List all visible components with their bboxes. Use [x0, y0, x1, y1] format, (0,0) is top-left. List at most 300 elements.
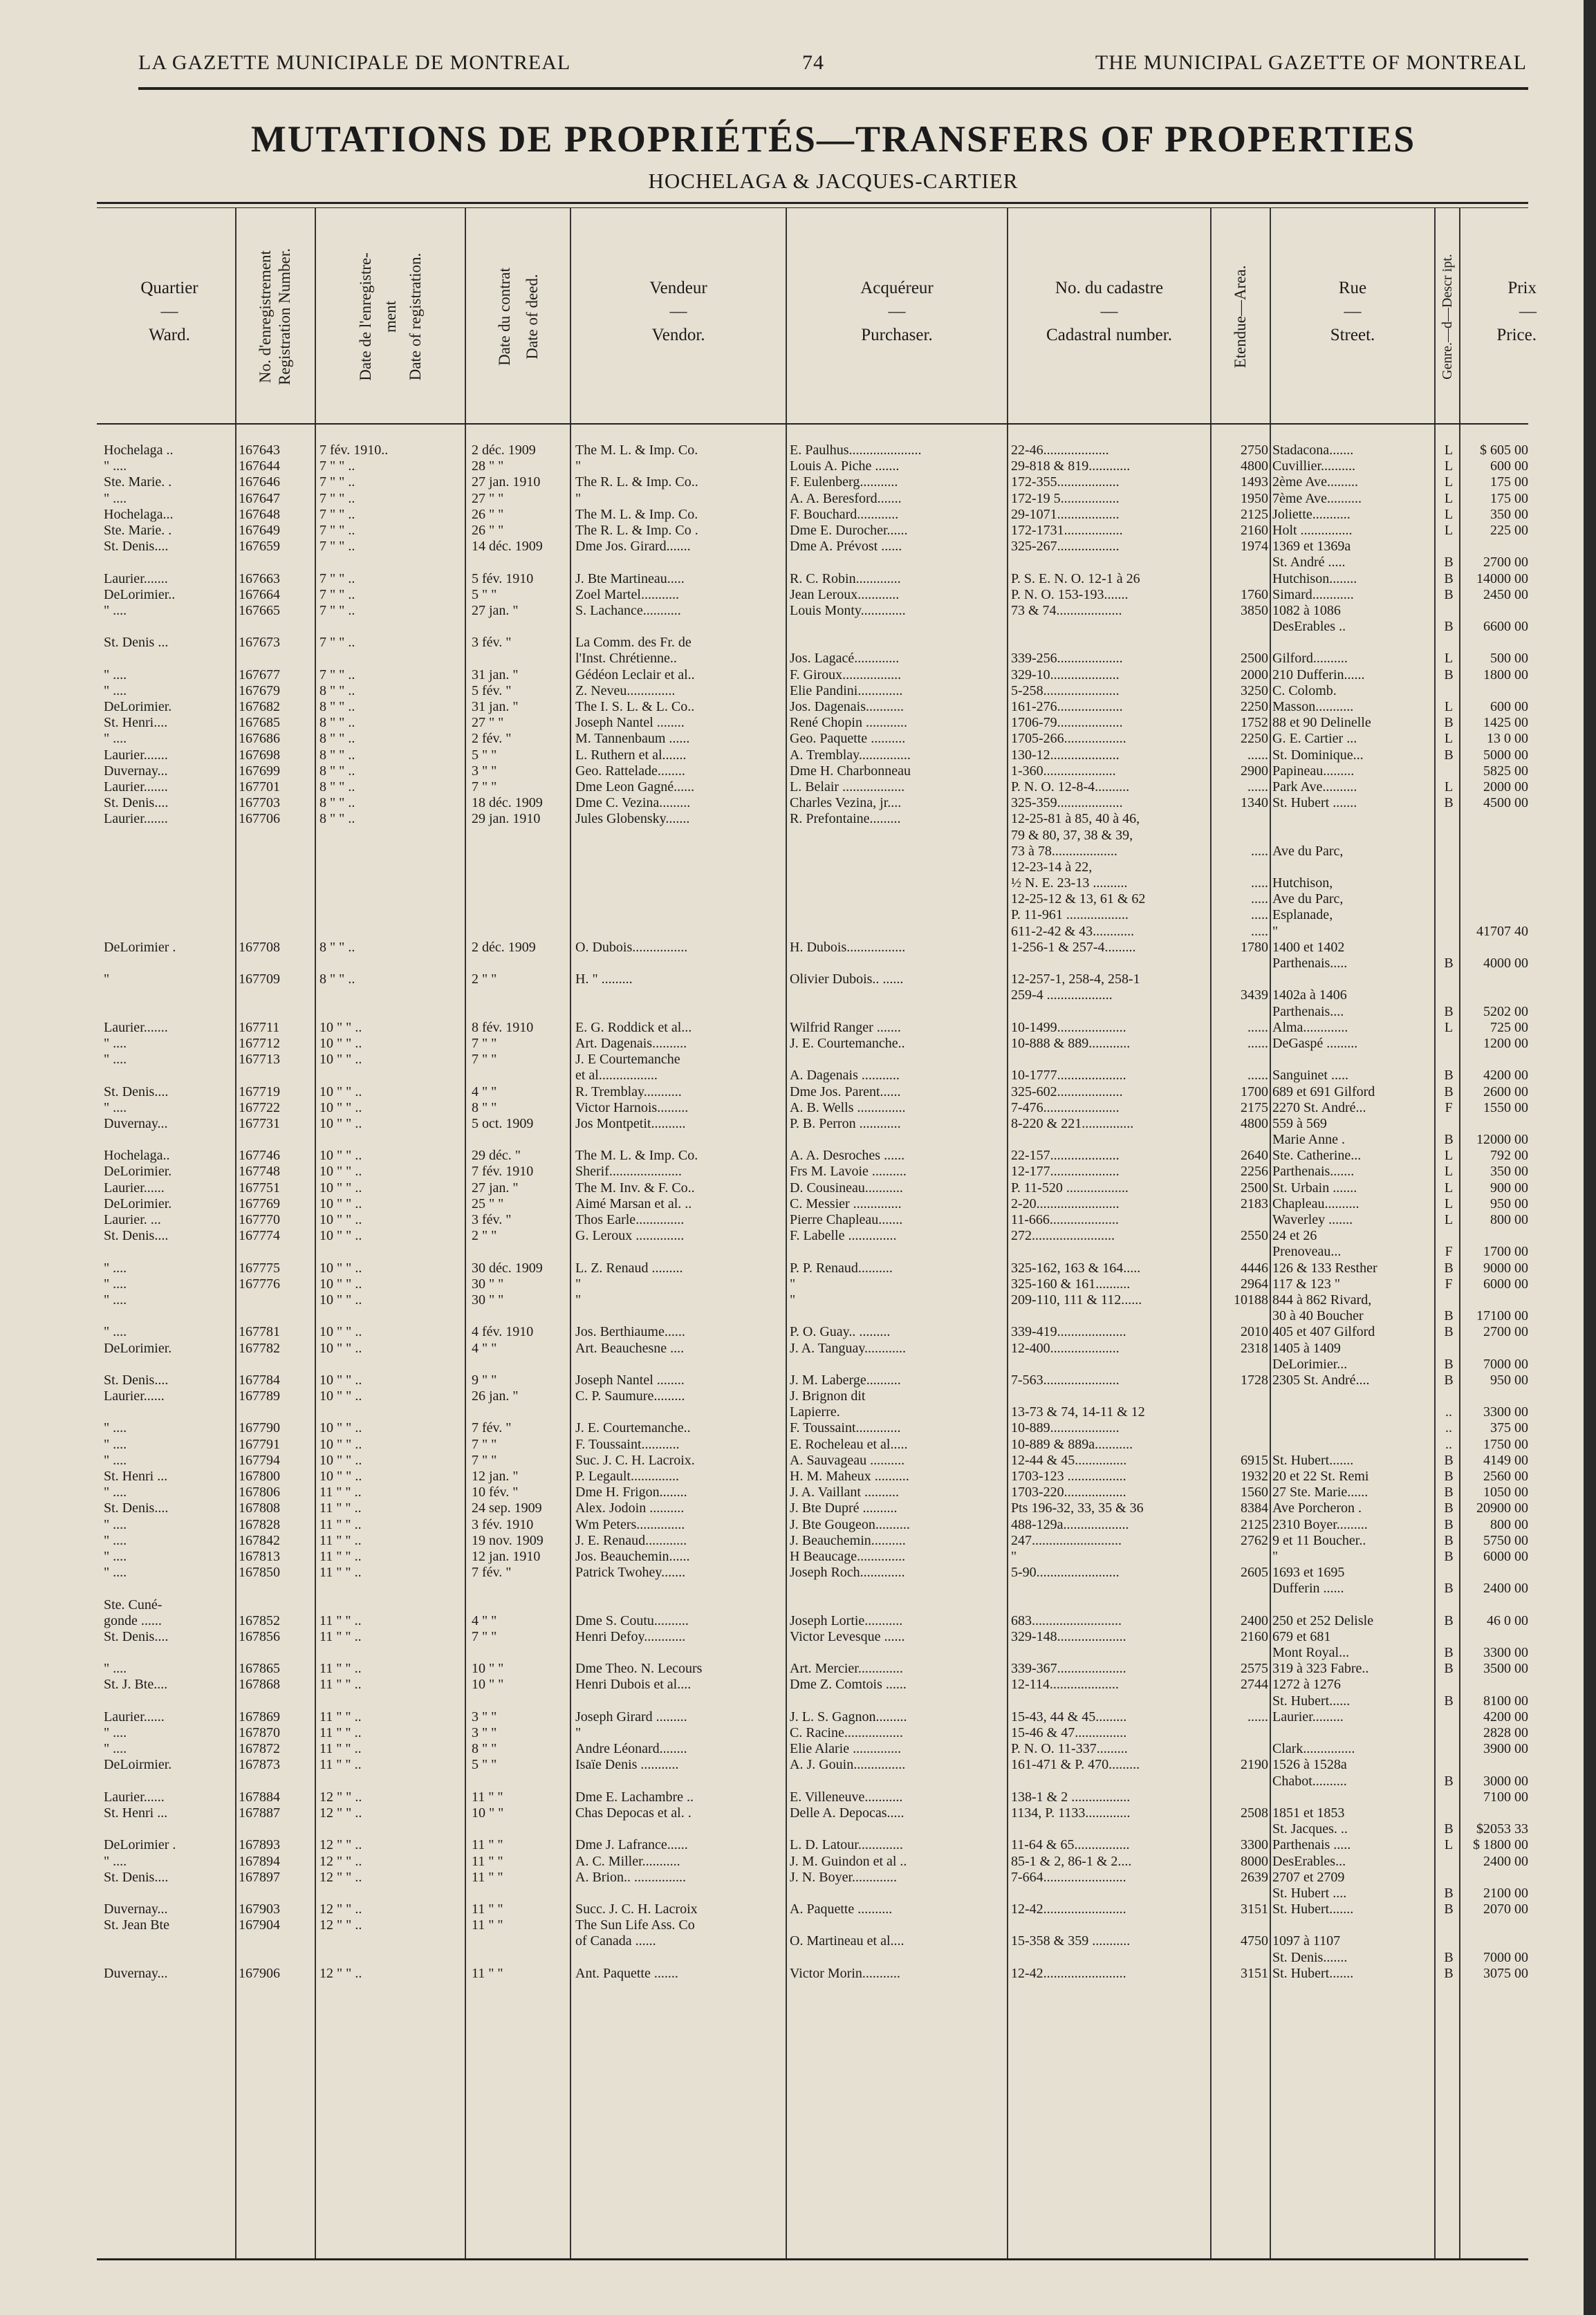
cell-vendor: Dme H. Frigon........	[575, 1485, 687, 1500]
cell-date-deed: 26 jan. "	[472, 1388, 519, 1404]
cell-date-deed: 10 " "	[472, 1677, 504, 1693]
cell-date-registration: 10 " " ..	[319, 1452, 362, 1468]
table-row	[0, 1645, 1596, 1661]
cell-date-deed: 30 " "	[472, 1292, 504, 1308]
cell-purchaser: Dme H. Charbonneau	[790, 763, 911, 779]
cell-price: 3000 00	[1483, 1773, 1528, 1789]
table-row	[0, 828, 1596, 844]
cell-street: 1693 et 1695	[1272, 1565, 1345, 1581]
cell-price: 1750 00	[1483, 1436, 1528, 1452]
cell-registration: 167904	[239, 1917, 280, 1933]
header-price: Prix — Price.	[1496, 279, 1537, 344]
cell-genre: L	[1444, 651, 1454, 667]
cell-price: 4500 00	[1483, 795, 1528, 811]
cell-area: .....	[1251, 907, 1268, 923]
cell-vendor: Joseph Nantel ........	[575, 715, 685, 731]
cell-ward: DeLorimier..	[104, 586, 176, 602]
cell-street: DesErables...	[1272, 1853, 1346, 1869]
header-vendor: Vendeur — Vendor.	[649, 279, 707, 344]
cell-genre: B	[1444, 956, 1454, 971]
cell-ward: " ....	[104, 1741, 127, 1757]
cell-cadastral: 488-129a...................	[1011, 1516, 1129, 1532]
cell-price: 175 00	[1490, 490, 1528, 506]
cell-street: 30 à 40 Boucher	[1272, 1308, 1364, 1324]
cell-date-registration: 10 " " ..	[319, 1180, 362, 1196]
cell-registration: 167703	[239, 795, 280, 811]
cell-purchaser: J. Bte Gougeon..........	[790, 1516, 910, 1532]
cell-street: Joliette...........	[1272, 506, 1351, 522]
table-row	[0, 1533, 1596, 1549]
cell-area: 6915	[1241, 1452, 1268, 1468]
cell-purchaser: Dme A. Prévost ......	[790, 539, 902, 555]
cell-price: 950 00	[1490, 1372, 1528, 1388]
cell-date-registration: 10 " " ..	[319, 1372, 362, 1388]
header-street: Rue — Street.	[1330, 279, 1375, 344]
table-row	[0, 1164, 1596, 1180]
cell-date-registration: 11 " " ..	[319, 1532, 362, 1548]
cell-ward: St. Denis....	[104, 1084, 169, 1099]
cell-vendor: Dme J. Lafrance......	[575, 1837, 688, 1853]
cell-date-registration: 10 " " ..	[319, 1164, 362, 1180]
cell-date-deed: 2 " "	[472, 971, 497, 987]
cell-cadastral: 85-1 & 2, 86-1 & 2....	[1011, 1853, 1132, 1869]
cell-street: Chabot..........	[1272, 1773, 1347, 1789]
cell-date-registration: 10 " " ..	[319, 1388, 362, 1404]
cell-vendor: Joseph Girard .........	[575, 1709, 687, 1724]
header-registration-text: No. d'enregistrement Registration Number.	[257, 248, 293, 386]
cell-registration: 167790	[239, 1420, 280, 1436]
cell-date-registration: 12 " " ..	[319, 1837, 362, 1853]
cell-vendor: l'Inst. Chrétienne..	[575, 651, 677, 667]
table-row	[0, 875, 1596, 891]
cell-ward: " ....	[104, 1532, 127, 1548]
cell-area: 2175	[1241, 1099, 1268, 1115]
cell-purchaser: J. A. Tanguay............	[790, 1340, 907, 1356]
cell-area: 2550	[1241, 1228, 1268, 1244]
cell-date-deed: 7 fév. "	[472, 1565, 512, 1581]
cell-price: 17100 00	[1476, 1308, 1528, 1324]
cell-cadastral: 1703-220..................	[1011, 1485, 1126, 1500]
cell-genre: L	[1444, 458, 1454, 474]
cell-registration: 167906	[239, 1965, 280, 1981]
cell-date-registration: 12 " " ..	[319, 1789, 362, 1805]
cell-date-deed: 27 jan. "	[472, 1180, 519, 1196]
cell-ward: " ....	[104, 1099, 127, 1115]
table-row	[0, 1629, 1596, 1645]
cell-ward: St. J. Bte....	[104, 1677, 168, 1693]
cell-cadastral: 12-114....................	[1011, 1677, 1119, 1693]
cell-area: 2500	[1241, 1180, 1268, 1196]
header-ward: Quartier — Ward.	[140, 279, 198, 344]
cell-cadastral: 15-358 & 359 ...........	[1011, 1933, 1131, 1949]
cell-cadastral: 1-256-1 & 257-4.........	[1011, 939, 1136, 955]
table-row	[0, 1308, 1596, 1324]
page-title: MUTATIONS DE PROPRIÉTÉS—TRANSFERS OF PROPERTIES	[250, 118, 1416, 160]
cell-area: 4446	[1241, 1260, 1268, 1276]
cell-price: 900 00	[1490, 1180, 1528, 1196]
cell-ward: Hochelaga...	[104, 506, 174, 522]
section-subtitle: HOCHELAGA & JACQUES-CARTIER	[648, 169, 1019, 193]
cell-street: Clark...............	[1272, 1741, 1355, 1757]
cell-date-registration: 10 " " ..	[319, 1084, 362, 1099]
cell-date-registration: 11 " " ..	[319, 1628, 362, 1644]
cell-purchaser: E. Rocheleau et al.....	[790, 1436, 908, 1452]
cell-vendor: Alex. Jodoin ..........	[575, 1500, 685, 1516]
cell-ward: DeLorimier .	[104, 939, 176, 955]
cell-purchaser: E. Villeneuve...........	[790, 1789, 903, 1805]
table-row	[0, 971, 1596, 987]
cell-ward: " ....	[104, 667, 127, 682]
cell-genre: B	[1444, 1885, 1454, 1901]
cell-date-registration: 11 " " ..	[319, 1661, 362, 1677]
cell-street: Esplanade,	[1272, 907, 1333, 923]
cell-genre: B	[1444, 1821, 1454, 1837]
cell-cadastral: 8-220 & 221...............	[1011, 1115, 1134, 1131]
cell-cadastral: 13-73 & 74, 14-11 & 12	[1011, 1404, 1145, 1420]
table-row	[0, 1709, 1596, 1725]
cell-cadastral: 7-476......................	[1011, 1099, 1120, 1115]
cell-street: Parthenais.....	[1272, 956, 1348, 971]
cell-purchaser: J. N. Boyer.............	[790, 1869, 897, 1885]
cell-vendor: The R. L. & Imp. Co..	[575, 474, 698, 490]
table-row	[0, 474, 1596, 490]
cell-area: 2250	[1241, 731, 1268, 747]
cell-date-deed: 27 " "	[472, 715, 504, 731]
cell-cadastral: 329-10....................	[1011, 667, 1120, 682]
cell-area: 2250	[1241, 699, 1268, 714]
cell-street: DeLorimier...	[1272, 1356, 1348, 1372]
cell-street: Marie Anne .	[1272, 1132, 1345, 1148]
cell-date-registration: 8 " " ..	[319, 971, 355, 987]
cell-street: St. Hubert .......	[1272, 795, 1357, 811]
cell-genre: B	[1444, 1516, 1454, 1532]
cell-purchaser: Victor Morin...........	[790, 1965, 900, 1981]
cell-ward: St. Denis....	[104, 1869, 169, 1885]
cell-registration: 167643	[239, 443, 280, 458]
cell-street: Park Ave..........	[1272, 779, 1357, 794]
cell-area: 3300	[1241, 1837, 1268, 1853]
cell-date-deed: 31 jan. "	[472, 699, 519, 714]
cell-date-registration: 8 " " ..	[319, 811, 355, 827]
cell-registration: 167646	[239, 474, 280, 490]
cell-genre: L	[1444, 522, 1454, 538]
cell-purchaser: Joseph Lortie...........	[790, 1612, 903, 1628]
cell-vendor: Jos Montpetit..........	[575, 1115, 686, 1131]
cell-date-registration: 8 " " ..	[319, 779, 355, 794]
cell-purchaser: A. A. Desroches ......	[790, 1148, 905, 1164]
cell-vendor: F. Toussaint...........	[575, 1436, 680, 1452]
cell-purchaser: J. Brignon dit	[790, 1388, 866, 1404]
cell-registration: 167709	[239, 971, 280, 987]
cell-price: 600 00	[1490, 458, 1528, 474]
cell-date-registration: 12 " " ..	[319, 1902, 362, 1917]
cell-price: 600 00	[1490, 699, 1528, 714]
cell-purchaser: J. Bte Dupré ..........	[790, 1500, 898, 1516]
cell-street: DesErables ..	[1272, 619, 1346, 635]
cell-vendor: Sherif.....................	[575, 1164, 682, 1180]
cell-price: 5825 00	[1483, 763, 1528, 779]
cell-ward: DeLorimier.	[104, 1196, 172, 1211]
cell-date-registration: 12 " " ..	[319, 1805, 362, 1821]
cell-ward: " ....	[104, 1324, 127, 1340]
cell-area: 3439	[1241, 987, 1268, 1003]
cell-area: 1493	[1241, 474, 1268, 490]
cell-date-deed: 25 " "	[472, 1196, 504, 1211]
table-row	[0, 1357, 1596, 1373]
cell-cadastral: 209-110, 111 & 112......	[1011, 1292, 1142, 1308]
cell-ward: St. Denis....	[104, 795, 169, 811]
cell-area: 4800	[1241, 458, 1268, 474]
cell-street: 405 et 407 Gilford	[1272, 1324, 1375, 1340]
cell-genre: B	[1444, 667, 1454, 682]
cell-street: St. Hubert.......	[1272, 1902, 1354, 1917]
cell-ward: Laurier.......	[104, 779, 168, 794]
cell-genre: B	[1444, 715, 1454, 731]
table-row	[0, 1950, 1596, 1966]
cell-street: 1526 à 1528a	[1272, 1757, 1347, 1773]
cell-street: "	[1272, 923, 1279, 939]
cell-purchaser: L. D. Latour.............	[790, 1837, 903, 1853]
cell-vendor: Z. Neveu..............	[575, 682, 676, 698]
table-row	[0, 1196, 1596, 1212]
cell-vendor: P. Legault..............	[575, 1469, 679, 1484]
cell-date-deed: 26 " "	[472, 506, 504, 522]
cell-cadastral: 12-257-1, 258-4, 258-1	[1011, 971, 1140, 987]
cell-date-deed: 7 " "	[472, 1452, 497, 1468]
cell-registration: 167649	[239, 522, 280, 538]
cell-vendor: J. E. Courtemanche..	[575, 1420, 691, 1436]
cell-date-registration: 11 " " ..	[319, 1516, 362, 1532]
cell-purchaser: F. Labelle ..............	[790, 1228, 897, 1244]
cell-date-deed: 11 " "	[472, 1853, 503, 1869]
cell-street: St. Hubert.......	[1272, 1452, 1354, 1468]
cell-purchaser: J. M. Laberge..........	[790, 1372, 901, 1388]
cell-genre: B	[1444, 570, 1454, 586]
cell-date-deed: 3 " "	[472, 1709, 497, 1724]
table-row	[0, 779, 1596, 795]
cell-ward: " ....	[104, 1565, 127, 1581]
cell-ward: " ....	[104, 1260, 127, 1276]
cell-vendor: Dme C. Vezina.........	[575, 795, 691, 811]
cell-date-registration: 11 " " ..	[319, 1725, 362, 1740]
cell-genre: B	[1444, 1324, 1454, 1340]
cell-genre: L	[1444, 1212, 1454, 1227]
cell-genre: B	[1444, 1661, 1454, 1677]
table-row	[0, 1821, 1596, 1837]
cell-registration: 167781	[239, 1324, 280, 1340]
cell-area: 2575	[1241, 1661, 1268, 1677]
table-row	[0, 1581, 1596, 1597]
cell-date-deed: 12 jan. 1910	[472, 1548, 541, 1564]
table-row	[0, 1805, 1596, 1821]
cell-street: Dufferin ......	[1272, 1581, 1344, 1597]
cell-street: Mont Royal...	[1272, 1645, 1350, 1661]
cell-street: 1082 à 1086	[1272, 602, 1341, 618]
cell-genre: B	[1444, 1469, 1454, 1484]
cell-genre: L	[1444, 490, 1454, 506]
cell-genre: B	[1444, 795, 1454, 811]
cell-vendor: Jos. Beauchemin......	[575, 1548, 690, 1564]
cell-vendor: The M. Inv. & F. Co..	[575, 1180, 695, 1196]
table-row	[0, 763, 1596, 779]
cell-genre: ..	[1445, 1404, 1452, 1420]
cell-ward: Duvernay...	[104, 763, 168, 779]
cell-vendor: Succ. J. C. H. Lacroix	[575, 1902, 698, 1917]
cell-purchaser: Wilfrid Ranger .......	[790, 1019, 901, 1035]
cell-street: Holt ...............	[1272, 522, 1353, 538]
cell-date-deed: 2 déc. 1909	[472, 443, 536, 458]
table-row	[0, 1084, 1596, 1100]
cell-price: 1050 00	[1483, 1485, 1528, 1500]
cell-price: 3900 00	[1483, 1741, 1528, 1757]
cell-vendor: J. E Courtemanche	[575, 1052, 680, 1068]
cell-date-deed: 2 " "	[472, 1228, 497, 1244]
cell-genre: B	[1444, 1548, 1454, 1564]
cell-cadastral: 325-267..................	[1011, 539, 1120, 555]
cell-date-registration: 10 " " ..	[319, 1260, 362, 1276]
cell-vendor: J. E. Renaud............	[575, 1532, 687, 1548]
cell-street: 7ème Ave..........	[1272, 490, 1362, 506]
cell-cadastral: "	[1011, 1548, 1017, 1564]
cell-cadastral: 10-1777....................	[1011, 1068, 1126, 1084]
cell-vendor: The R. L. & Imp. Co .	[575, 522, 698, 538]
cell-area: 1974	[1241, 539, 1268, 555]
cell-cadastral: 73 à 78...................	[1011, 843, 1117, 859]
cell-ward: " ....	[104, 1276, 127, 1292]
cell-vendor: G. Leroux ..............	[575, 1228, 685, 1244]
table-row	[0, 956, 1596, 971]
cell-street: 1369 et 1369a	[1272, 539, 1351, 555]
cell-cadastral: 79 & 80, 37, 38 & 39,	[1011, 827, 1133, 843]
cell-purchaser: F. Eulenberg...........	[790, 474, 898, 490]
cell-ward: " ....	[104, 1052, 127, 1068]
cell-purchaser: F. Bouchard............	[790, 506, 899, 522]
cell-genre: B	[1444, 1132, 1454, 1148]
cell-purchaser: Olivier Dubois.. ......	[790, 971, 904, 987]
table-row	[0, 1292, 1596, 1308]
cell-area: .....	[1251, 843, 1268, 859]
cell-purchaser: Dme E. Durocher......	[790, 522, 908, 538]
cell-ward: St. Henri ...	[104, 1469, 168, 1484]
cell-registration: 167850	[239, 1565, 280, 1581]
table-row	[0, 587, 1596, 603]
cell-purchaser: Dme Jos. Parent......	[790, 1084, 901, 1099]
cell-cadastral: 12-44 & 45...............	[1011, 1452, 1127, 1468]
cell-area: 2010	[1241, 1324, 1268, 1340]
cell-date-registration: 8 " " ..	[319, 763, 355, 779]
cell-date-deed: 5 oct. 1909	[472, 1115, 534, 1131]
cell-purchaser: Frs M. Lavoie ..........	[790, 1164, 907, 1180]
cell-date-registration: 10 " " ..	[319, 1340, 362, 1356]
cell-ward: St. Denis....	[104, 1500, 169, 1516]
cell-ward: Ste. Marie. .	[104, 522, 172, 538]
cell-date-deed: 29 jan. 1910	[472, 811, 541, 827]
cell-registration: 167789	[239, 1388, 280, 1404]
cell-date-deed: 4 " "	[472, 1084, 497, 1099]
cell-cadastral: 339-367....................	[1011, 1661, 1126, 1677]
cell-registration: 167701	[239, 779, 280, 794]
cell-date-registration: 7 " " ..	[319, 506, 355, 522]
cell-price: 5750 00	[1483, 1532, 1528, 1548]
cell-ward: " ....	[104, 731, 127, 747]
cell-date-deed: 8 fév. 1910	[472, 1019, 534, 1035]
cell-vendor: Dme S. Coutu..........	[575, 1612, 689, 1628]
cell-ward: Laurier.......	[104, 747, 168, 763]
cell-street: St. Hubert......	[1272, 1693, 1351, 1709]
cell-registration: 167791	[239, 1436, 280, 1452]
cell-date-registration: 11 " " ..	[319, 1500, 362, 1516]
cell-genre: B	[1444, 1084, 1454, 1099]
running-head-right: THE MUNICIPAL GAZETTE OF MONTREAL	[1095, 51, 1527, 74]
table-row	[0, 1244, 1596, 1260]
table-bottom-rule	[97, 2258, 1528, 2260]
cell-date-registration: 10 " " ..	[319, 1196, 362, 1211]
cell-date-registration: 11 " " ..	[319, 1612, 362, 1628]
cell-street: 2305 St. André....	[1272, 1372, 1370, 1388]
table-row	[0, 1725, 1596, 1741]
cell-genre: F	[1445, 1276, 1453, 1292]
cell-ward: Laurier......	[104, 1180, 165, 1196]
cell-registration: 167813	[239, 1548, 280, 1564]
table-row	[0, 1020, 1596, 1036]
cell-street: Gilford..........	[1272, 651, 1348, 667]
cell-date-deed: 4 " "	[472, 1340, 497, 1356]
cell-ward: " ....	[104, 1452, 127, 1468]
cell-area: 4750	[1241, 1933, 1268, 1949]
cell-date-registration: 7 " " ..	[319, 539, 355, 555]
cell-street: Parthenais....	[1272, 1003, 1344, 1019]
cell-genre: B	[1444, 1308, 1454, 1324]
transfers-table-body	[0, 443, 1596, 1982]
cell-purchaser: F. Toussaint.............	[790, 1420, 901, 1436]
cell-price: 2700 00	[1483, 1324, 1528, 1340]
cell-date-registration: 11 " " ..	[319, 1677, 362, 1693]
running-head	[138, 51, 1527, 79]
cell-price: 3075 00	[1483, 1965, 1528, 1981]
cell-vendor: "	[575, 490, 582, 506]
cell-price: 350 00	[1490, 506, 1528, 522]
cell-price: $ 1800 00	[1473, 1837, 1528, 1853]
cell-date-deed: 7 " "	[472, 1436, 497, 1452]
header-date-deed	[477, 220, 560, 413]
cell-ward: Laurier......	[104, 1789, 165, 1805]
cell-ward: Ste. Marie. .	[104, 474, 172, 490]
cell-date-registration: 8 " " ..	[319, 699, 355, 714]
cell-vendor: Zoel Martel...........	[575, 586, 679, 602]
cell-date-deed: 8 " "	[472, 1741, 497, 1757]
cell-registration: 167698	[239, 747, 280, 763]
cell-date-registration: 7 fév. 1910..	[319, 443, 389, 458]
cell-street: 27 Ste. Marie......	[1272, 1485, 1368, 1500]
cell-vendor: A. C. Miller...........	[575, 1853, 680, 1869]
cell-area: 2190	[1241, 1757, 1268, 1773]
cell-ward: DeLorimier .	[104, 1837, 176, 1853]
cell-area: ......	[1247, 1068, 1268, 1084]
cell-genre: B	[1444, 1693, 1454, 1709]
cell-vendor: Art. Dagenais..........	[575, 1035, 687, 1051]
cell-genre: B	[1444, 1356, 1454, 1372]
cell-street: St. Hubert ....	[1272, 1885, 1347, 1901]
cell-price: 4000 00	[1483, 956, 1528, 971]
cell-registration: 167794	[239, 1452, 280, 1468]
cell-street: 319 à 323 Fabre..	[1272, 1661, 1369, 1677]
cell-price: 225 00	[1490, 522, 1528, 538]
cell-vendor: Gédéon Leclair et al..	[575, 667, 695, 682]
header-area	[1218, 220, 1263, 413]
cell-cadastral: P. N. O. 12-8-4..........	[1011, 779, 1130, 794]
cell-genre: B	[1444, 1372, 1454, 1388]
cell-registration: 167686	[239, 731, 280, 747]
